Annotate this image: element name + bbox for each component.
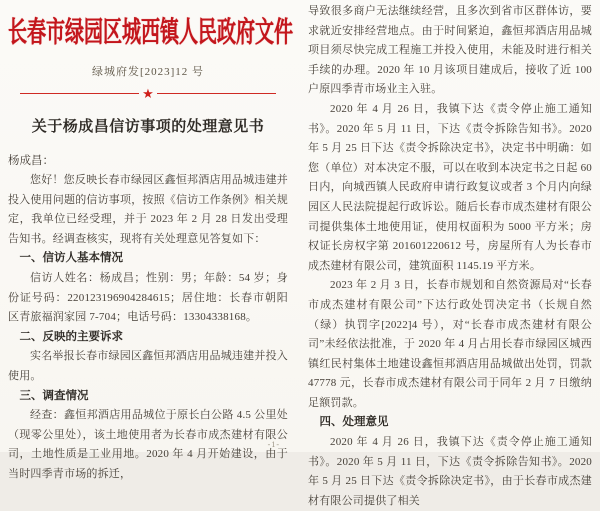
- divider-line-left: [20, 93, 139, 94]
- section-3-heading: 三、调查情况: [19, 389, 89, 402]
- divider-line-right: [157, 93, 276, 94]
- document-page-2: [298, 0, 600, 507]
- salutation: 杨成昌：: [8, 155, 54, 167]
- section-4-heading: 四、处理意见: [319, 416, 389, 429]
- document-page-1: [0, 0, 298, 480]
- intro-paragraph: 您好！您反映长春市绿园区鑫恒邦酒店用品城违建并投入使用问题的信访事项，按照《信访工作条例》相关规定，我单位已经受理，并于 2023 年 2 月 28 日发出受理告知书。经调查核实，现将有关处理意见答复如下：: [8, 174, 288, 245]
- section-3-body: 经查：鑫恒邦酒店用品城位于原长白公路 4.5 公里处（现零公里处），该土地使用者为长春市成杰建材有限公司，土地性质是工业用地。2020 年 4 月开始建设，由于当时四季青市场的拆迁，: [8, 409, 288, 480]
- document-title: 关于杨成昌信访事项的处理意见书: [31, 119, 265, 135]
- enforcement-history-paragraph: 2020 年 4 月 26 日，我镇下达《责令停止施工通知书》。2020 年 5 月 11 日，下达《责令拆除告知书》。2020 年 5 月 25 日下达《责令拆除决定书》，决定书中明确：如您（单位）对本决定不服，可以在收到本决定书之日起 60 日内，向城西镇人民政府申请行政复议或者 3 个月内向绿园区人民法院提起行政诉讼。随后长春市成杰建材有限公司提供集体土地使用证，使用权面积为 5000 平方米；房权证长房权字第 201601220612 号，房屋所有人为长春市成杰建材有限公司，建筑面积 1145.19 平方米。: [308, 102, 592, 272]
- page-number: -1-: [267, 440, 280, 449]
- red-star-divider: [8, 87, 288, 100]
- section-1-heading: 一、信访人基本情况: [19, 252, 123, 265]
- continued-paragraph: 导致很多商户无法继续经营，且多次到省市区群体访，要求就近安排经营地点。由于时间紧迫，鑫恒邦酒店用品城项目须尽快完成工程施工并投入使用，未能及时进行相关手续的办理。2020 年 10 月该项目建成后，接收了近 100 户原四季青市场业主入驻。: [308, 5, 592, 96]
- document-reference-number: 绿城府发[2023]12 号: [91, 66, 205, 78]
- penalty-decision-paragraph: 2023 年 2 月 3 日，长春市规划和自然资源局对“长春市成杰建材有限公司”下达行政处罚决定书（长规自然（绿）执罚字[2022]4 号），对“长春市成杰建材有限公司”未经依法批准，于 2020 年 4 月占用长春市绿园区城西镇红民村集体土地建设鑫恒邦酒店用品城做出处罚，罚款 47778 元，长春市成杰建材有限公司于同年 2 月 7 日缴纳足额罚款。: [308, 279, 592, 409]
- star-icon: ★: [142, 86, 154, 101]
- section-4-body: 2020 年 4 月 26 日，我镇下达《责令停止施工通知书》。2020 年 5 月 11 日，下达《责令拆除告知书》。2020 年 5 月 25 日下达《责令拆除决定书》，由于长春市成杰建材有限公司提供了相关: [308, 436, 592, 507]
- section-2-heading: 二、反映的主要诉求: [19, 330, 123, 343]
- section-1-body: 信访人姓名：杨成昌；性别：男；年龄：54 岁；身份证号码：220123196904284615；居住地：长春市朝阳区青旅福润家园 7-704；电话号码：13304338168。: [8, 271, 288, 324]
- red-letterhead-title: 长春市绿园区城西镇人民政府文件: [8, 17, 294, 49]
- section-2-body: 实名举报长春市绿园区鑫恒邦酒店用品城违建并投入使用。: [8, 350, 288, 382]
